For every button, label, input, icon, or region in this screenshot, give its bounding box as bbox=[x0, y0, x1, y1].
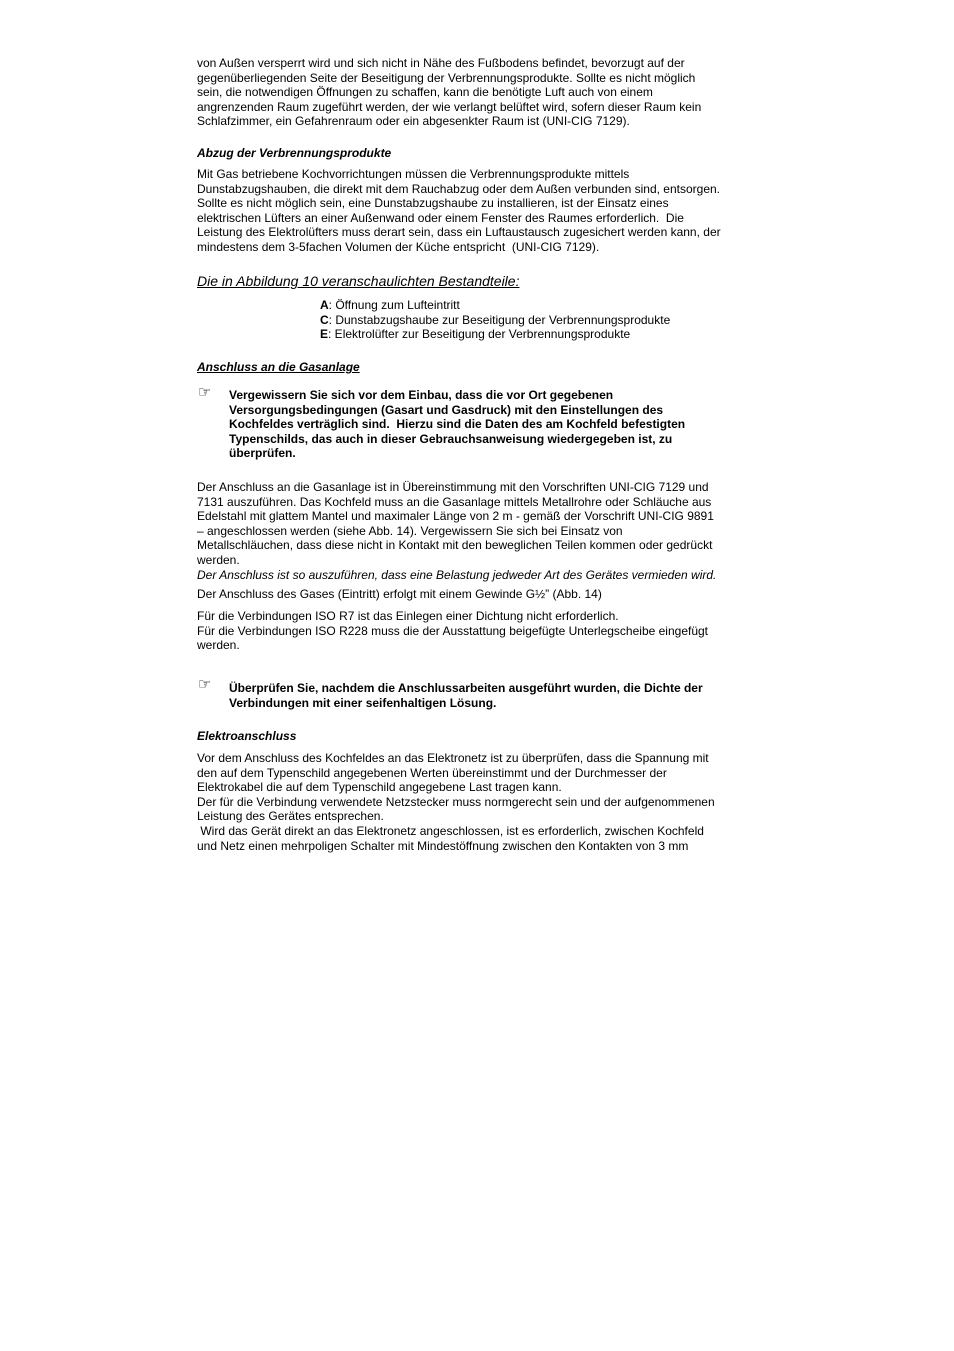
item-letter: A bbox=[320, 298, 329, 312]
heading-gas: Anschluss an die Gasanlage bbox=[197, 360, 360, 374]
text-line: Der für die Verbindung verwendete Netzstecker muss normgerecht sein und der aufgenommenen bbox=[197, 794, 715, 809]
text-line: Schlafzimmer, ein Gefahrenraum oder ein abgesenkter Raum ist (UNI-CIG 7129). bbox=[197, 114, 630, 129]
text-line: Typenschilds, das auch in dieser Gebrauchsanweisung wiedergegeben ist, zu bbox=[229, 431, 673, 446]
text-line: Für die Verbindungen ISO R228 muss die der Ausstattung beigefügte Unterlegscheibe eingefügt bbox=[197, 623, 709, 638]
item-text: : Öffnung zum Lufteintritt bbox=[328, 298, 460, 312]
text-line: werden. bbox=[197, 552, 240, 567]
paragraph-iso bbox=[197, 609, 767, 653]
text-line: Sollte es nicht möglich sein, eine Dunstabzugshaube zu installieren, ist der Einsatz eines bbox=[197, 196, 669, 211]
text-line: Edelstahl mit glattem Mantel und maximaler Länge von 2 m - gemäß der Vorschrift UNI-CIG 9891 bbox=[197, 509, 714, 524]
text-line: Mit Gas betriebene Kochvorrichtungen müssen die Verbrennungsprodukte mittels bbox=[197, 167, 630, 181]
note-leak-test bbox=[229, 681, 769, 710]
text-line: Dunstabzugshauben, die direkt mit dem Rauchabzug oder dem Außen verbunden sind, entsorgen. bbox=[197, 181, 720, 196]
text-line: Für die Verbindungen ISO R7 ist das Einlegen einer Dichtung nicht erforderlich. bbox=[197, 609, 619, 623]
text-line: den auf dem Typenschild angegebenen Werten übereinstimmt und der Durchmesser der bbox=[197, 765, 667, 780]
text-line: Metallschläuchen, dass diese nicht in Kontakt mit den beweglichen Teilen kommen oder gedrückt bbox=[197, 538, 713, 553]
text-line: mindestens dem 3-5fachen Volumen der Küche entspricht (UNI-CIG 7129). bbox=[197, 239, 600, 254]
paragraph-gas-connection bbox=[197, 480, 767, 582]
paragraph-exhaust bbox=[197, 167, 767, 255]
pointing-hand-icon: ☞ bbox=[198, 383, 212, 401]
heading-abzug: Abzug der Verbrennungsprodukte bbox=[197, 146, 392, 160]
item-letter: C bbox=[320, 312, 329, 327]
text-line: von Außen versperrt wird und sich nicht in Nähe des Fußbodens befindet, bevorzugt auf der bbox=[197, 56, 685, 70]
paragraph-air-supply bbox=[197, 56, 767, 129]
heading-elektro: Elektroanschluss bbox=[197, 729, 297, 743]
text-line: Verbindungen mit einer seifenhaltigen Lösung. bbox=[229, 695, 497, 710]
text-line-italic: Der Anschluss ist so auszuführen, dass eine Belastung jedweder Art des Gerätes vermieden wird. bbox=[197, 567, 717, 582]
list-item bbox=[320, 327, 760, 342]
text-line: Elektrokabel die auf dem Typenschild angegebene Last tragen kann. bbox=[197, 780, 562, 795]
text-line: Vor dem Anschluss des Kochfeldes an das Elektronetz ist zu überprüfen, dass die Spannung mit bbox=[197, 751, 709, 765]
text-line: angrenzenden Raum zugeführt werden, der wie verlangt belüftet wird, sofern dieser Raum kein bbox=[197, 99, 702, 114]
item-letter: E bbox=[320, 327, 329, 342]
text-line: gegenüberliegenden Seite der Beseitigung der Verbrennungsprodukte. Sollte es nicht möglich bbox=[197, 70, 696, 85]
text-line: Leistung des Elektrolüfters muss derart sein, dass ein Luftaustausch zugesichert werden kann, der bbox=[197, 225, 721, 240]
list-item bbox=[320, 298, 760, 313]
text-line: und Netz einen mehrpoligen Schalter mit Mindestöffnung zwischen den Kontakten von 3 mm bbox=[197, 838, 689, 853]
text-line: – angeschlossen werden (siehe Abb. 14). Vergewissern Sie sich bei Einsatz von bbox=[197, 523, 623, 538]
text-line: überprüfen. bbox=[229, 446, 296, 461]
pointing-hand-icon: ☞ bbox=[198, 675, 212, 693]
text-line: 7131 auszuführen. Das Kochfeld muss an die Gasanlage mittels Metallrohre oder Schläuche aus bbox=[197, 494, 712, 509]
text-line: elektrischen Lüfters an einer Außenwand oder einem Fenster des Raumes erforderlich. Die bbox=[197, 210, 684, 225]
note-gas-check bbox=[229, 388, 769, 461]
item-text: : Dunstabzugshaube zur Beseitigung der Verbrennungsprodukte bbox=[328, 312, 671, 327]
item-text: : Elektrolüfter zur Beseitigung der Verbrennungsprodukte bbox=[328, 327, 631, 342]
paragraph-thread: Der Anschluss des Gases (Eintritt) erfolgt mit einem Gewinde G½” (Abb. 14) bbox=[197, 587, 602, 601]
text-line: Vergewissern Sie sich vor dem Einbau, dass die vor Ort gegebenen bbox=[229, 388, 614, 402]
text-line: Leistung des Gerätes entsprechen. bbox=[197, 809, 384, 824]
text-line: Kochfeldes verträglich sind. Hierzu sind die Daten des am Kochfeld befestigten bbox=[229, 417, 686, 432]
text-line: Der Anschluss an die Gasanlage ist in Übereinstimmung mit den Vorschriften UNI-CIG 7129 und bbox=[197, 480, 709, 494]
component-list bbox=[320, 298, 760, 342]
text-line: werden. bbox=[197, 638, 240, 653]
list-item bbox=[320, 313, 760, 328]
text-line: Überprüfen Sie, nachdem die Anschlussarbeiten ausgeführt wurden, die Dichte der bbox=[229, 681, 703, 695]
text-line: Versorgungsbedingungen (Gasart und Gasdruck) mit den Einstellungen des bbox=[229, 402, 664, 417]
text-line: sein, die notwendigen Öffnungen zu schaffen, kann die benötigte Luft auch von einem bbox=[197, 85, 653, 100]
paragraph-electrical bbox=[197, 751, 767, 853]
figure-caption: Die in Abbildung 10 veranschaulichten Bestandteile: bbox=[197, 273, 520, 289]
text-line: Wird das Gerät direkt an das Elektronetz angeschlossen, ist es erforderlich, zwischen Kochfeld bbox=[197, 823, 704, 838]
